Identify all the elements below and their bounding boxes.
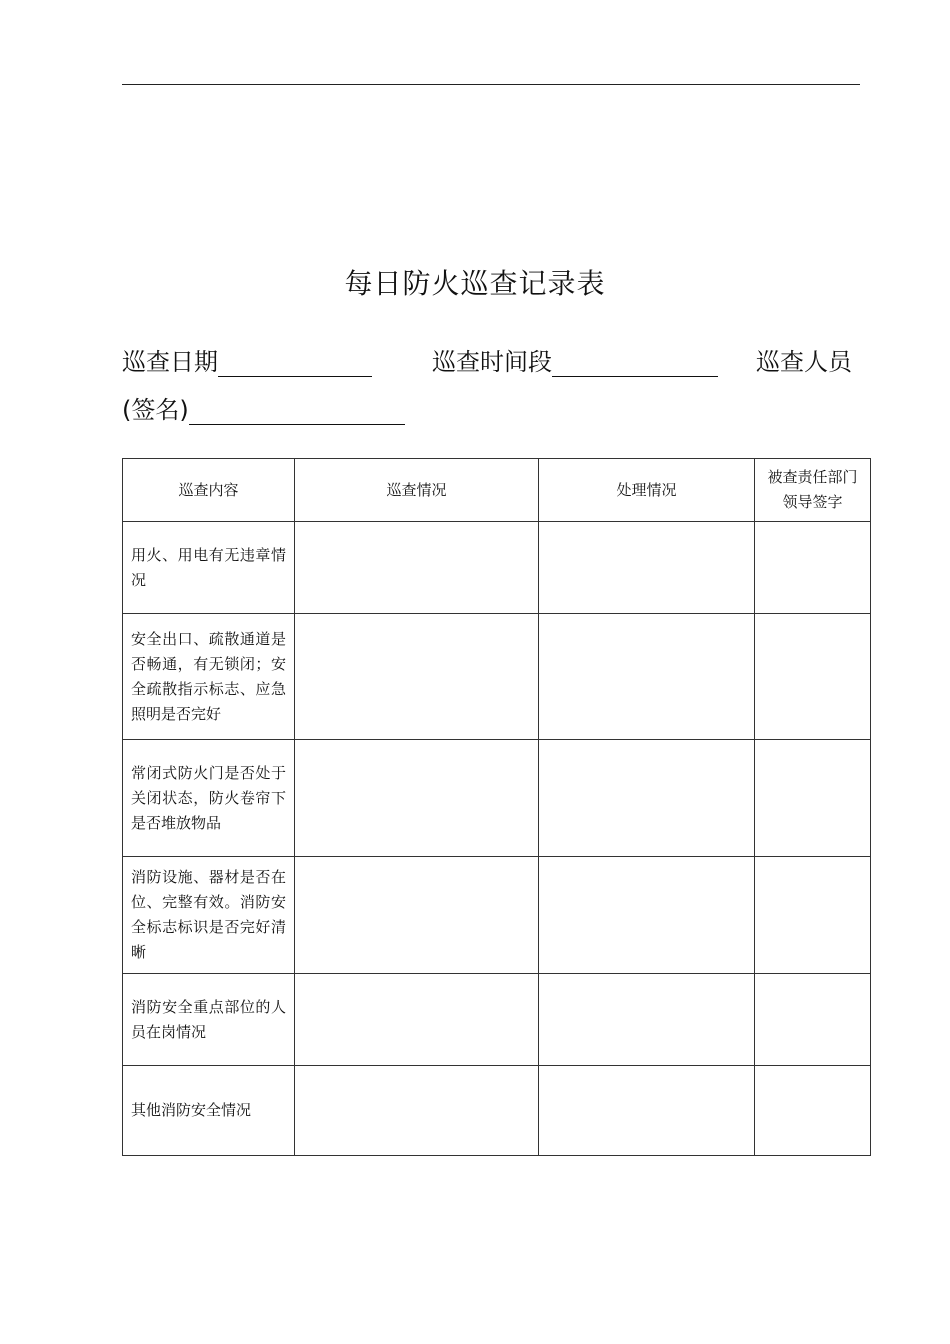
header-department-signature: 被查责任部门领导签字 xyxy=(755,459,871,522)
row-item-label: 消防安全重点部位的人员在岗情况 xyxy=(123,974,295,1066)
inspection-status-cell[interactable] xyxy=(295,522,539,614)
row-item-label: 其他消防安全情况 xyxy=(123,1066,295,1156)
table-row xyxy=(123,614,871,740)
signature-field xyxy=(122,390,405,425)
row-item-label: 用火、用电有无违章情况 xyxy=(123,522,295,614)
inspection-table xyxy=(122,458,871,1156)
inspector-label: 巡查人员 xyxy=(756,348,852,376)
handling-status-cell[interactable] xyxy=(539,740,755,857)
table-row xyxy=(123,522,871,614)
handling-status-cell[interactable] xyxy=(539,1066,755,1156)
signature-label: (签名) xyxy=(122,396,189,424)
handling-status-cell[interactable] xyxy=(539,614,755,740)
inspection-status-cell[interactable] xyxy=(295,1066,539,1156)
table-row xyxy=(123,857,871,974)
inspection-time-field xyxy=(432,342,718,377)
inspection-date-label: 巡查日期 xyxy=(122,348,218,376)
row-item-label: 安全出口、疏散通道是否畅通，有无锁闭；安全疏散指示标志、应急照明是否完好 xyxy=(123,614,295,740)
signature-blank[interactable] xyxy=(189,398,405,425)
inspection-status-cell[interactable] xyxy=(295,740,539,857)
inspection-status-cell[interactable] xyxy=(295,614,539,740)
row-item-label: 消防设施、器材是否在位、完整有效。消防安全标志标识是否完好清晰 xyxy=(123,857,295,974)
header-inspection-status: 巡查情况 xyxy=(295,459,539,522)
handling-status-cell[interactable] xyxy=(539,974,755,1066)
table-header-row xyxy=(123,459,871,522)
table-row xyxy=(123,974,871,1066)
inspection-date-blank[interactable] xyxy=(218,350,372,377)
header-handling-status: 处理情况 xyxy=(539,459,755,522)
signature-cell[interactable] xyxy=(755,740,871,857)
inspection-status-cell[interactable] xyxy=(295,857,539,974)
inspection-status-cell[interactable] xyxy=(295,974,539,1066)
header-inspection-content: 巡查内容 xyxy=(123,459,295,522)
header-rule xyxy=(122,84,860,85)
signature-cell[interactable] xyxy=(755,1066,871,1156)
signature-cell[interactable] xyxy=(755,857,871,974)
inspection-date-field xyxy=(122,342,372,377)
inspection-time-label: 巡查时间段 xyxy=(432,348,552,376)
inspector-field xyxy=(756,342,852,377)
signature-cell[interactable] xyxy=(755,614,871,740)
signature-cell[interactable] xyxy=(755,974,871,1066)
signature-cell[interactable] xyxy=(755,522,871,614)
row-item-label: 常闭式防火门是否处于关闭状态，防火卷帘下是否堆放物品 xyxy=(123,740,295,857)
inspection-time-blank[interactable] xyxy=(552,350,718,377)
table-row xyxy=(123,740,871,857)
handling-status-cell[interactable] xyxy=(539,857,755,974)
page-title: 每日防火巡查记录表 xyxy=(344,267,606,300)
table-row xyxy=(123,1066,871,1156)
handling-status-cell[interactable] xyxy=(539,522,755,614)
